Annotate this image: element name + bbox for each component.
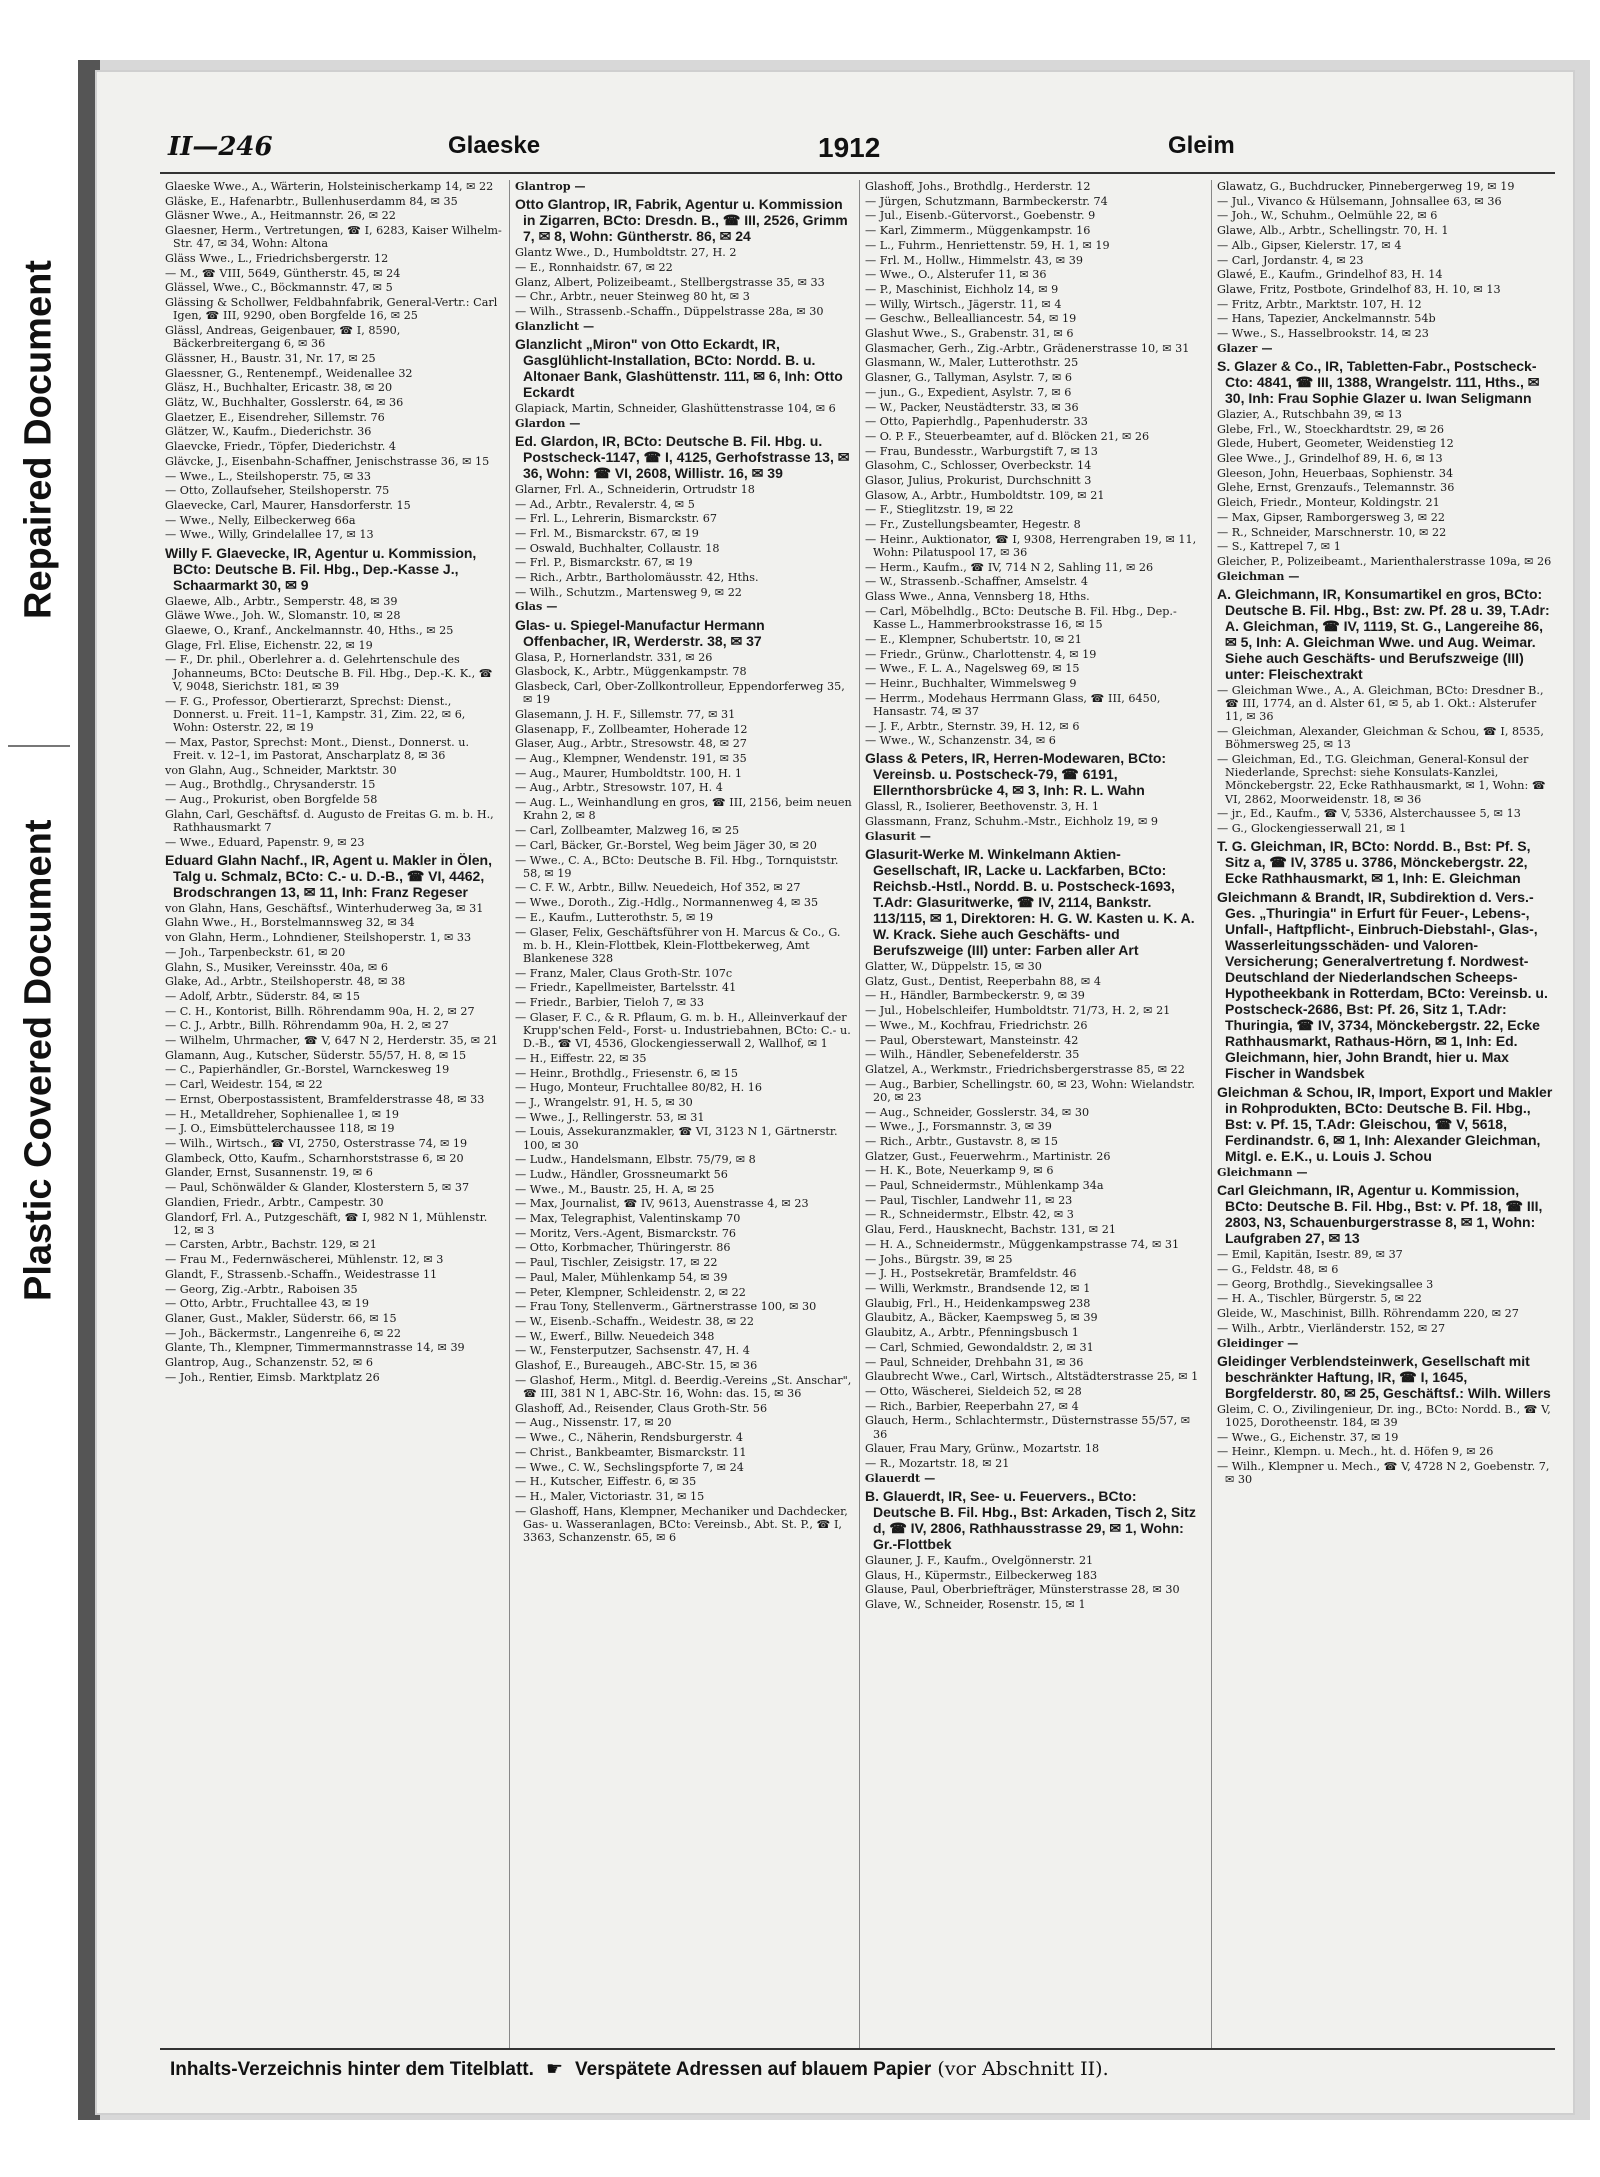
directory-entry: — Frau Tony, Stellenverm., Gärtnerstrasse 100, ✉ 30: [515, 1300, 817, 1314]
directory-entry: — Ludw., Handelsmann, Elbstr. 75/79, ✉ 8: [515, 1153, 756, 1167]
directory-entry: — Otto, Papierhdlg., Papenhuderstr. 33: [865, 415, 1088, 429]
directory-entry: Glandt, F., Strassenb.-Schaffn., Weidestrasse 11: [165, 1267, 438, 1281]
directory-entry: — Paul, Tischler, Zeisigstr. 17, ✉ 22: [515, 1256, 718, 1270]
directory-entry: — Joh., W., Schuhm., Oelmühle 22, ✉ 6: [1217, 209, 1438, 223]
directory-entry: — Jürgen, Schutzmann, Barmbeckerstr. 74: [865, 194, 1108, 208]
directory-entry: — Wwe., C. W., Sechslingspforte 7, ✉ 24: [515, 1460, 744, 1474]
directory-entry: Glau, Ferd., Hausknecht, Bachstr. 131, ✉ 21: [865, 1223, 1116, 1237]
directory-entry: Glatzel, A., Werkmstr., Friedrichsbergerstrasse 85, ✉ 22: [865, 1062, 1185, 1076]
directory-entry: Glaubig, Frl., H., Heidenkampsweg 238: [865, 1296, 1091, 1310]
directory-entry: Otto Glantrop, IR, Fabrik, Agentur u. Kommission in Zigarren, BCto: Dresdn. B., ☎ III, 2526, Grimm 7, ✉ 8, Wohn: Güntherstr. 86, ✉ 24: [515, 196, 848, 245]
directory-entry: Glave, W., Schneider, Rosenstr. 15, ✉ 1: [865, 1597, 1086, 1611]
directory-entry: — H. A., Tischler, Bürgerstr. 5, ✉ 22: [1217, 1292, 1422, 1306]
directory-entry: Glawe, Fritz, Postbote, Grindelhof 83, H. 10, ✉ 13: [1217, 282, 1501, 296]
directory-entry: Glasurit —: [865, 828, 931, 843]
directory-entry: — Glashoff, Hans, Klempner, Mechaniker und Dachdecker, Gas- u. Wasseranlagen, BCto: Vereinsb., Abt. St. P., ☎ I, 3363, Schanzenstr. 65, ✉ 6: [515, 1504, 848, 1545]
directory-entry: — W., Strassenb.-Schaffner, Amselstr. 4: [865, 575, 1088, 589]
directory-entry: — W., Packer, Neustädterstr. 33, ✉ 36: [865, 400, 1079, 414]
directory-entry: Carl Gleichmann, IR, Agentur u. Kommission, BCto: Deutsche B. Fil. Hbg., Bst: v. Pf. 18, ☎ III, 2803, N3, Schauenburgerstrasse 8, ✉ 1, Wohn: Laufgraben 27, ✉ 13: [1217, 1182, 1543, 1247]
directory-entry: — Wwe., Doroth., Zig.-Hdlg., Normannenweg 4, ✉ 35: [515, 896, 819, 910]
directory-entry: — Moritz, Vers.-Agent, Bismarckstr. 76: [515, 1226, 737, 1240]
directory-entry: Glätzer, W., Kaufm., Diederichstr. 36: [165, 425, 372, 439]
directory-entry: — Wwe., M., Baustr. 25, H. A, ✉ 25: [515, 1182, 715, 1196]
directory-entry: Glas- u. Spiegel-Manufactur Hermann Offenbacher, IR, Werderstr. 38, ✉ 37: [515, 616, 765, 649]
directory-entry: — Karl, Zimmerm., Müggenkampstr. 16: [865, 224, 1091, 238]
directory-entry: Glassl, R., Isolierer, Beethovenstr. 3, H. 1: [865, 800, 1100, 814]
directory-entry: — M., ☎ VIII, 5649, Güntherstr. 45, ✉ 24: [165, 266, 401, 280]
directory-entry: — Max, Telegraphist, Valentinskamp 70: [515, 1212, 741, 1226]
directory-entry: — Carl, Weidestr. 154, ✉ 22: [165, 1078, 323, 1092]
directory-entry: — Friedr., Barbier, Tieloh 7, ✉ 33: [515, 996, 704, 1010]
directory-entry: — Oswald, Buchhalter, Collaustr. 18: [515, 541, 720, 555]
directory-entry: Glaner, Gust., Makler, Süderstr. 66, ✉ 15: [165, 1311, 397, 1325]
directory-entry: Glas —: [515, 599, 558, 614]
column-divider: [1211, 180, 1212, 2050]
directory-entry: von Glahn, Hans, Geschäftsf., Winterhuderweg 3a, ✉ 31: [165, 901, 484, 915]
directory-entry: — Frl. P., Bismarckstr. 67, ✉ 19: [515, 556, 693, 570]
directory-entry: — Chr., Arbtr., neuer Steinweg 80 ht, ✉ 3: [515, 290, 750, 304]
directory-entry: Glantz Wwe., D., Humboldtstr. 27, H. 2: [515, 246, 737, 260]
directory-entry: Glanz, Albert, Polizeibeamt., Stellbergstrasse 35, ✉ 33: [515, 275, 825, 289]
directory-entry: — H., Händler, Barmbeckerstr. 9, ✉ 39: [865, 989, 1085, 1003]
directory-entry: Glahn Wwe., H., Borstelmannsweg 32, ✉ 34: [165, 916, 415, 930]
footer-index-note: Inhalts-Verzeichnis hinter dem Titelblatt.: [170, 2059, 534, 2080]
directory-entry: von Glahn, Aug., Schneider, Marktstr. 30: [165, 763, 397, 777]
directory-entry: — S., Kattrepel 7, ✉ 1: [1217, 540, 1341, 554]
directory-entry: — Jul., Vivanco & Hülsemann, Johnsallee 63, ✉ 36: [1217, 194, 1502, 208]
directory-entry: — Joh., Tarpenbeckstr. 61, ✉ 20: [165, 945, 346, 959]
directory-entry: Glaesner, Herm., Vertretungen, ☎ I, 6283, Kaiser Wilhelm-Str. 47, ✉ 34, Wohn: Altona: [165, 224, 502, 251]
directory-entry: — C. F. W., Arbtr., Billw. Neuedeich, Hof 352, ✉ 27: [515, 881, 801, 895]
directory-entry: — H., Maler, Victoriastr. 31, ✉ 15: [515, 1489, 705, 1503]
directory-entry: Glaubitz, A., Bäcker, Kaempsweg 5, ✉ 39: [865, 1311, 1098, 1325]
directory-entry: — Frau, Bundesstr., Warburgstift 7, ✉ 13: [865, 444, 1098, 458]
directory-entry: Willy F. Glaevecke, IR, Agentur u. Kommission, BCto: Deutsche B. Fil. Hbg., Dep.-Kasse J., Schaarmarkt 30, ✉ 9: [165, 544, 477, 593]
directory-entry: — Paul, Tischler, Landwehr 11, ✉ 23: [865, 1193, 1073, 1207]
footer-late-addresses: Verspätete Adressen auf blauem Papier: [575, 2059, 932, 2080]
directory-entry: Glazier, A., Rutschbahn 39, ✉ 13: [1217, 407, 1402, 421]
directory-entry: Glauer, Frau Mary, Grünw., Mozartstr. 18: [865, 1442, 1100, 1456]
directory-entry: — Georg, Brothdlg., Sievekingsallee 3: [1217, 1277, 1434, 1291]
directory-entry: — H., Metalldreher, Sophienallee 1, ✉ 19: [165, 1107, 399, 1121]
directory-entry: — W., Ewerf., Billw. Neuedeich 348: [515, 1329, 715, 1343]
column-4: [1217, 180, 1555, 2050]
page-number: II—246: [168, 132, 273, 162]
directory-entry: — Carsten, Arbtr., Bachstr. 129, ✉ 21: [165, 1238, 377, 1252]
directory-entry: Gläss Wwe., L., Friedrichsbergerstr. 12: [165, 252, 389, 266]
directory-entry: — Wwe., W., Schanzenstr. 34, ✉ 6: [865, 734, 1056, 748]
directory-entry: Glashut Wwe., S., Grabenstr. 31, ✉ 6: [865, 327, 1074, 341]
directory-entry: — Wwe., S., Hasselbrookstr. 14, ✉ 23: [1217, 327, 1429, 341]
directory-entry: — E., Klempner, Schubertstr. 10, ✉ 21: [865, 632, 1082, 646]
directory-entry: Glazer —: [1217, 340, 1273, 355]
directory-entry: — R., Mozartstr. 18, ✉ 21: [865, 1456, 1010, 1470]
directory-entry: — Wwe., Nelly, Eilbeckerweg 66a: [165, 513, 356, 527]
directory-entry: Glaetzer, E., Eisendreher, Sillemstr. 76: [165, 410, 385, 424]
directory-entry: Glambeck, Otto, Kaufm., Scharnhorststrasse 6, ✉ 20: [165, 1151, 464, 1165]
directory-entry: — Gleichman, Alexander, Gleichman & Schou, ☎ I, 8535, Böhmersweg 25, ✉ 13: [1217, 724, 1544, 752]
directory-entry: Glapiack, Martin, Schneider, Glashüttenstrasse 104, ✉ 6: [515, 401, 836, 415]
directory-entry: Glawé, E., Kaufm., Grindelhof 83, H. 14: [1217, 268, 1443, 282]
directory-entry: Glaubrecht Wwe., Carl, Wirtsch., Altstädterstrasse 25, ✉ 1: [865, 1370, 1199, 1384]
directory-entry: Gläwe Wwe., Joh. W., Slomanstr. 10, ✉ 28: [165, 609, 401, 623]
directory-entry: — jr., Ed., Kaufm., ☎ V, 5336, Alsterchaussee 5, ✉ 13: [1217, 807, 1521, 821]
directory-entry: — jun., G., Expedient, Asylstr. 7, ✉ 6: [865, 385, 1072, 399]
directory-entry: — Frau M., Federnwäscherei, Mühlenstr. 12, ✉ 3: [165, 1253, 444, 1267]
directory-entry: — Heinr., Buchhalter, Wimmelsweg 9: [865, 676, 1077, 690]
directory-entry: — Georg, Zig.-Arbtr., Raboisen 35: [165, 1282, 358, 1296]
directory-entry: Glätz, W., Buchhalter, Gosslerstr. 64, ✉ 36: [165, 396, 404, 410]
directory-entry: Glarner, Frl. A., Schneiderin, Ortrudstr 18: [515, 482, 755, 496]
directory-entry: Glantrop —: [515, 180, 586, 193]
directory-entry: Glaser, Aug., Arbtr., Stresowstr. 48, ✉ 27: [515, 737, 747, 751]
directory-entry: — Paul, Oberstewart, Mansteinstr. 42: [865, 1033, 1079, 1047]
directory-entry: Glaus, H., Küpermstr., Eilbeckerweg 183: [865, 1568, 1098, 1582]
directory-entry: Glake, Ad., Arbtr., Steilshoperstr. 48, ✉ 38: [165, 975, 406, 989]
directory-entry: Glamann, Aug., Kutscher, Süderstr. 55/57, H. 8, ✉ 15: [165, 1048, 467, 1062]
directory-entry: Gleichman —: [1217, 568, 1300, 583]
directory-entry: — Wwe., F. L. A., Nagelsweg 69, ✉ 15: [865, 662, 1080, 676]
directory-entry: Glass & Peters, IR, Herren-Modewaren, BCto: Vereinsb. u. Postscheck-79, ☎ 6191, Ellernthorsbrücke 4, ✉ 3, Inh: R. L. Wahn: [865, 750, 1167, 799]
directory-entry: — Wwe., C., Näherin, Rendsburgerstr. 4: [515, 1431, 744, 1445]
directory-entry: Gleidinger Verblendsteinwerk, Gesellschaft mit beschränkter Haftung, IR, ☎ I, 1645, Borgfelderstr. 80, ✉ 25, Geschäftsf.: Wilh. Willers: [1217, 1352, 1551, 1401]
directory-entry: — Aug., Prokurist, oben Borgfelde 58: [165, 792, 378, 806]
directory-entry: von Glahn, Herm., Lohndiener, Steilshoperstr. 1, ✉ 33: [165, 931, 472, 945]
directory-entry: Glaewe, O., Kranf., Anckelmannstr. 40, Hths., ✉ 25: [165, 623, 454, 637]
directory-entry: S. Glazer & Co., IR, Tabletten-Fabr., Postscheck-Cto: 4841, ☎ III, 1388, Wrangelstr. 111, Hths., ✉ 30, Inh: Frau Sophie Glazer u. Iwan Seligmann: [1217, 357, 1540, 406]
directory-entry: Glässing & Schollwer, Feldbahnfabrik, General-Vertr.: Carl Igen, ☎ III, 9290, oben Borgfelde 16, ✉ 25: [165, 296, 498, 323]
column-3: [865, 180, 1203, 2050]
directory-entry: — O. P. F., Steuerbeamter, auf d. Blöcken 21, ✉ 26: [865, 429, 1150, 443]
directory-entry: Glauner, J. F., Kaufm., Ovelgönnerstr. 21: [865, 1553, 1094, 1567]
directory-entry: — Aug., Klempner, Wendenstr. 191, ✉ 35: [515, 752, 747, 766]
directory-entry: — Wilh., Klempner u. Mech., ☎ V, 4728 N 2, Goebenstr. 7, ✉ 30: [1217, 1460, 1550, 1487]
directory-entry: Glante, Th., Klempner, Timmermannstrasse 14, ✉ 39: [165, 1341, 465, 1355]
directory-entry: Glasurit-Werke M. Winkelmann Aktien-Gesellschaft, IR, Lacke u. Lackfarben, BCto: Reichsb.-Hstl., Nordd. B. u. Postscheck-1693, T.Adr: Glasuritwerke, ☎ IV, 2114, Bankstr. 113/115, ✉ 1, Direktoren: H. G. W. Kasten u. K. A. W. Krack. Siehe auch Geschäfts- und Berufszweige (III) unter: Farben aller Art: [865, 846, 1195, 959]
directory-entry: — Willy, Wirtsch., Jägerstr. 11, ✉ 4: [865, 297, 1062, 311]
directory-entry: — Rich., Arbtr., Bartholomäusstr. 42, Hths.: [515, 571, 759, 585]
directory-entry: Gläsner Wwe., A., Heitmannstr. 26, ✉ 22: [165, 209, 396, 223]
directory-entry: — E., Kaufm., Lutterothstr. 5, ✉ 19: [515, 910, 714, 924]
directory-entry: — P., Maschinist, Eichholz 14, ✉ 9: [865, 282, 1059, 296]
directory-entry: Glandien, Friedr., Arbtr., Campestr. 30: [165, 1195, 384, 1209]
directory-entry: Glawatz, G., Buchdrucker, Pinnebergerweg 19, ✉ 19: [1217, 180, 1515, 193]
directory-entry: Gleichmann —: [1217, 1165, 1308, 1180]
directory-entry: Glasbock, K., Arbtr., Müggenkampstr. 78: [515, 665, 747, 679]
plastic-covered-label: Plastic Covered Document: [17, 819, 60, 1301]
directory-entry: — Paul, Schneidermstr., Mühlenkamp 34a: [865, 1179, 1104, 1193]
directory-entry: Glässner, H., Baustr. 31, Nr. 17, ✉ 25: [165, 351, 376, 365]
directory-entry: Glässl, Andreas, Geigenbauer, ☎ I, 8590, Bäckerbreitergang 6, ✉ 36: [165, 324, 401, 351]
directory-entry: — Frl. M., Hollw., Himmelstr. 43, ✉ 39: [865, 253, 1083, 267]
directory-entry: — Friedr., Grünw., Charlottenstr. 4, ✉ 19: [865, 647, 1097, 661]
directory-entry: — Louis, Assekuranzmakler, ☎ VI, 3123 N 1, Gärtnerstr. 100, ✉ 30: [515, 1125, 838, 1152]
directory-entry: — Jul., Eisenb.-Gütervorst., Goebenstr. 9: [865, 209, 1096, 223]
directory-entry: — Fritz, Arbtr., Marktstr. 107, H. 12: [1217, 297, 1422, 311]
directory-entry: — Aug., Brothdlg., Chrysanderstr. 15: [165, 778, 376, 792]
directory-entry: — C., Papierhändler, Gr.-Borstel, Warnckesweg 19: [165, 1063, 450, 1077]
directory-entry: Glässel, Wwe., C., Böckmannstr. 47, ✉ 5: [165, 281, 393, 295]
directory-entry: — Heinr., Auktionator, ☎ I, 9308, Herrengraben 19, ✉ 11, Wohn: Pilatuspool 17, ✉ 36: [865, 532, 1197, 560]
footer-rule: [160, 2048, 1555, 2050]
directory-entry: Glauerdt —: [865, 1470, 936, 1485]
page-header: [168, 132, 1548, 164]
directory-entry: Glaubitz, A., Arbtr., Pfenningsbusch 1: [865, 1326, 1079, 1340]
directory-entry: — Ernst, Oberpostassistent, Bramfelderstrasse 48, ✉ 33: [165, 1092, 485, 1106]
directory-entry: — Johs., Bürgstr. 39, ✉ 25: [865, 1252, 1013, 1266]
directory-entry: Glassmann, Franz, Schuhm.-Mstr., Eichholz 19, ✉ 9: [865, 815, 1159, 829]
directory-entry: T. G. Gleichman, IR, BCto: Nordd. B., Bst: Pf. S, Sitz a, ☎ IV, 3785 u. 3786, Mönckebergstr. 22, Ecke Rathhausmarkt, ✉ 1, Inh: E. Gleichman: [1217, 838, 1531, 887]
directory-entry: Glaeske Wwe., A., Wärterin, Holsteinischerkamp 14, ✉ 22: [165, 180, 494, 193]
directory-entry: Glasa, P., Hornerlandstr. 331, ✉ 26: [515, 650, 713, 664]
directory-entry: A. Gleichmann, IR, Konsumartikel en gros, BCto: Deutsche B. Fil. Hbg., Bst: zw. Pf. 28 u. 39, T.Adr: A. Gleichman, ☎ IV, 1119, St. G., Langereihe 86, ✉ 5, Inh: A. Gleichman Wwe. und Aug. Weimar. Siehe auch Geschäfts- und Berufszweige (III) unter: Fleischextrakt: [1217, 585, 1550, 682]
column-divider: [859, 180, 860, 2050]
directory-entry: Glantrop, Aug., Schanzenstr. 52, ✉ 6: [165, 1356, 373, 1370]
directory-entry: Gläsz, H., Buchhalter, Ericastr. 38, ✉ 20: [165, 381, 393, 395]
directory-entry: — Ad., Arbtr., Revalerstr. 4, ✉ 5: [515, 497, 695, 511]
directory-entry: — Wilh., Wirtsch., ☎ VI, 2750, Osterstrasse 74, ✉ 19: [165, 1136, 468, 1150]
directory-entry: — Carl, Möbelhdlg., BCto: Deutsche B. Fil. Hbg., Dep.-Kasse L., Hammerbrookstrasse 16, ✉ 15: [865, 604, 1177, 632]
directory-entry: — C. H., Kontorist, Billh. Röhrendamm 90a, H. 2, ✉ 27: [165, 1004, 475, 1018]
directory-entry: — W., Eisenb.-Schaffn., Weidestr. 38, ✉ 22: [515, 1315, 754, 1328]
directory-entry: — Frl. M., Bismarckstr. 67, ✉ 19: [515, 526, 699, 540]
directory-entry: Glaevcke, Friedr., Töpfer, Diederichstr. 4: [165, 440, 397, 454]
directory-entry: — J., Wrangelstr. 91, H. 5, ✉ 30: [515, 1095, 693, 1109]
directory-entry: — G., Feldstr. 48, ✉ 6: [1217, 1263, 1339, 1277]
directory-entry: — Hugo, Monteur, Fruchtallee 80/82, H. 16: [515, 1081, 763, 1095]
directory-entry: — Carl, Jordanstr. 4, ✉ 23: [1217, 253, 1364, 267]
directory-entry: Glashoff, Ad., Reisender, Claus Groth-Str. 56: [515, 1401, 768, 1415]
directory-entry: — E., Ronnhaidstr. 67, ✉ 22: [515, 260, 673, 274]
directory-entry: Gläske, E., Hafenarbtr., Bullenhuserdamm 84, ✉ 35: [165, 194, 458, 208]
directory-entry: — Wilhelm, Uhrmacher, ☎ V, 647 N 2, Herderstr. 35, ✉ 21: [165, 1034, 498, 1048]
header-year: 1912: [818, 132, 881, 163]
directory-entry: Glause, Paul, Oberbriefträger, Münsterstrasse 28, ✉ 30: [865, 1583, 1180, 1597]
directory-entry: Glasbeck, Carl, Ober-Zollkontrolleur, Eppendorferweg 35, ✉ 19: [515, 680, 845, 707]
directory-entry: Gleide, W., Maschinist, Billh. Röhrendamm 220, ✉ 27: [1217, 1307, 1519, 1321]
directory-entry: — Glaser, F. C., & R. Pflaum, G. m. b. H., Alleinverkauf der Krupp'schen Feld-, Forst- u. Industriebahnen, BCto: C.- u. D.-B., ☎ VI, 4536, Glockengiesserwall 2, Wallhof, ✉ 1: [515, 1010, 851, 1051]
directory-entry: Glasor, Julius, Prokurist, Durchschnitt 3: [865, 474, 1092, 488]
directory-entry: — F., Stieglitzstr. 19, ✉ 22: [865, 503, 1014, 517]
directory-entry: — H. K., Bote, Neuerkamp 9, ✉ 6: [865, 1164, 1054, 1178]
directory-entry: — Otto, Wäscherei, Sieldeich 52, ✉ 28: [865, 1384, 1082, 1398]
directory-entry: — Wilh., Arbtr., Vierländerstr. 152, ✉ 27: [1217, 1321, 1446, 1335]
directory-entry: — Herm., Kaufm., ☎ IV, 714 N 2, Sahling 11, ✉ 26: [865, 560, 1154, 574]
directory-columns: [165, 180, 1555, 2050]
directory-entry: Gleidinger —: [1217, 1335, 1299, 1350]
directory-entry: Glehe, Ernst, Grenzaufs., Telemannstr. 36: [1217, 481, 1455, 495]
directory-entry: — Adolf, Arbtr., Süderstr. 84, ✉ 15: [165, 989, 361, 1003]
directory-entry: — Rich., Arbtr., Gustavstr. 8, ✉ 15: [865, 1134, 1058, 1148]
directory-entry: Glashoff, Johs., Brothdlg., Herderstr. 12: [865, 180, 1091, 193]
directory-entry: Glawe, Alb., Arbtr., Schellingstr. 70, H. 1: [1217, 224, 1449, 238]
directory-entry: Gleeson, John, Heuerbaas, Sophienstr. 34: [1217, 466, 1454, 480]
header-rule: [160, 172, 1555, 174]
directory-entry: — Aug., Schneider, Gosslerstr. 34, ✉ 30: [865, 1105, 1090, 1119]
directory-entry: — Wwe., G., Eichenstr. 37, ✉ 19: [1217, 1430, 1399, 1444]
directory-entry: — H., Kutscher, Eiffestr. 6, ✉ 35: [515, 1475, 697, 1489]
directory-entry: Glanzlicht —: [515, 318, 595, 333]
directory-entry: Gleichman & Schou, IR, Import, Export und Makler in Rohprodukten, BCto: Deutsche B. Fil. Hbg., Bst: v. Pf. 15, T.Adr: Gleischou, ☎ V, 5618, Ferdinandstr. 6, ✉ 1, Inh: Alexander Gleichman, Mitgl. e. E.K., u. Louis J. Schou: [1217, 1084, 1553, 1165]
directory-entry: — Fr., Zustellungsbeamter, Hegestr. 8: [865, 518, 1081, 532]
directory-entry: Glatzer, Gust., Feuerwehrm., Martinistr. 26: [865, 1149, 1111, 1163]
directory-entry: Ed. Glardon, IR, BCto: Deutsche B. Fil. Hbg. u. Postscheck-1147, ☎ I, 4125, Gerhofstrasse 13, ✉ 36, Wohn: ☎ VI, 2608, Willistr. 16, ✉ 39: [515, 432, 850, 481]
directory-entry: — Aug., Barbier, Schellingstr. 60, ✉ 23, Wohn: Wielandstr. 20, ✉ 23: [865, 1077, 1195, 1104]
directory-entry: — Carl, Bäcker, Gr.-Borstel, Weg beim Jäger 30, ✉ 20: [515, 838, 817, 852]
header-last-entry: Gleim: [1168, 132, 1235, 159]
directory-entry: — Glashof, Herm., Mitgl. d. Beerdig.-Vereins „St. Anschar", ☎ III, 381 N 1, ABC-Str. 16, Wohn: das. 15, ✉ 36: [515, 1373, 852, 1401]
directory-entry: — Otto, Zollaufseher, Steilshoperstr. 75: [165, 484, 390, 498]
directory-entry: — H. A., Schneidermstr., Müggenkampstrasse 74, ✉ 31: [865, 1237, 1180, 1251]
footer-section-note: (vor Abschnitt II).: [937, 2058, 1109, 2080]
directory-entry: — J. O., Eimsbüttelerchaussee 118, ✉ 19: [165, 1122, 395, 1136]
directory-entry: — Willi, Werkmstr., Brandsende 12, ✉ 1: [865, 1282, 1091, 1295]
directory-entry: — Max, Gipser, Ramborgersweg 3, ✉ 22: [1217, 510, 1445, 524]
directory-entry: — Gleichman, Ed., T.G. Gleichman, General-Konsul der Niederlande, Sprechst: siehe Konsulats-Kanzlei, Mönckebergstr. 22, Ecke Rathhausmarkt, ✉ 1, Wohn: ☎ VI, 2862, Moorweidenstr. 18, ✉ 36: [1217, 752, 1546, 806]
directory-entry: Glasohm, C., Schlosser, Overbeckstr. 14: [865, 459, 1092, 473]
directory-entry: Gleim, C. O., Zivilingenieur, Dr. ing., BCto: Nordd. B., ☎ V, 1025, Dorotheenstr. 184, ✉ 39: [1217, 1402, 1551, 1429]
directory-entry: Gleichmann & Brandt, IR, Subdirektion d. Vers.-Ges. „Thuringia" in Erfurt für Feuer-, Lebens-, Unfall-, Haftpflicht-, Einbruch-Diebstahl-, Glas-, Wasserleitungsschäden- und Valoren-Versicherung; Generalvertretung f. Nordwest-Deutschland der Niederlandschen Scheeps-Hypotheekbank in Rotterdam, BCto: Vereinsb. u. Postscheck-2686, Bst: Pf. 26, Sitz 1, T.Adr: Thuringia, ☎ IV, 3734, Mönckebergstr. 22, Ecke Rathhausmarkt, Rathaus-Hörn, ✉ 1, Inh: Ed. Gleichmann, hier, John Brandt, hier u. Max Fischer in Wandsbek: [1217, 889, 1548, 1082]
directory-entry: Glaewe, Alb., Arbtr., Semperstr. 48, ✉ 39: [165, 594, 398, 608]
directory-entry: — Paul, Schneider, Drehbahn 31, ✉ 36: [865, 1355, 1084, 1369]
directory-entry: — Heinr., Brothdlg., Friesenstr. 6, ✉ 15: [515, 1066, 739, 1080]
repaired-document-label: Repaired Document: [17, 260, 60, 620]
directory-entry: — Otto, Korbmacher, Thüringerstr. 86: [515, 1241, 731, 1255]
directory-entry: — F. G., Professor, Obertierarzt, Sprechst: Dienst., Donnerst. u. Freit. 11–1, Kampstr. 31, Zim. 22, ✉ 6, Wohn: Osterstr. 22, ✉ 19: [165, 694, 466, 734]
directory-entry: Glede, Hubert, Geometer, Weidenstieg 12: [1217, 437, 1454, 451]
directory-entry: — W., Fensterputzer, Sachsenstr. 47, H. 4: [515, 1344, 750, 1358]
directory-entry: — Wwe., O., Alsterufer 11, ✉ 36: [865, 268, 1047, 282]
directory-entry: Glee Wwe., J., Grindelhof 89, H. 6, ✉ 13: [1217, 452, 1443, 466]
directory-entry: — Wwe., Eduard, Papenstr. 9, ✉ 23: [165, 835, 365, 849]
directory-entry: Gleicher, P., Polizeibeamt., Marienthalerstrasse 109a, ✉ 26: [1217, 554, 1552, 568]
directory-entry: — J. H., Postsekretär, Bramfeldstr. 46: [865, 1267, 1077, 1281]
directory-entry: — Alb., Gipser, Kielerstr. 17, ✉ 4: [1217, 238, 1402, 252]
directory-entry: — Otto, Arbtr., Fruchtallee 43, ✉ 19: [165, 1297, 370, 1311]
directory-entry: — H., Eiffestr. 22, ✉ 35: [515, 1051, 647, 1065]
directory-entry: Glass Wwe., Anna, Vennsberg 18, Hths.: [865, 590, 1090, 604]
directory-entry: — Aug., Arbtr., Stresowstr. 107, H. 4: [515, 781, 723, 795]
directory-entry: Gleich, Friedr., Monteur, Koldingstr. 21: [1217, 496, 1440, 510]
directory-entry: Glandorf, Frl. A., Putzgeschäft, ☎ I, 982 N 1, Mühlenstr. 12, ✉ 3: [165, 1210, 488, 1237]
directory-entry: — Joh., Rentier, Eimsb. Marktplatz 26: [165, 1370, 380, 1384]
column-1: [165, 180, 503, 2050]
directory-entry: — Heinr., Klempn. u. Mech., ht. d. Höfen 9, ✉ 26: [1217, 1445, 1494, 1459]
column-2: [515, 180, 853, 2050]
directory-entry: — Wwe., M., Kochfrau, Friedrichstr. 26: [865, 1018, 1088, 1032]
directory-entry: Glahn, S., Musiker, Vereinsstr. 40a, ✉ 6: [165, 960, 388, 974]
directory-entry: Glasow, A., Arbtr., Humboldtstr. 109, ✉ 21: [865, 488, 1105, 502]
directory-entry: Glahn, Carl, Geschäftsf. d. Augusto de Freitas G. m. b. H., Rathhausmarkt 7: [165, 807, 494, 834]
directory-entry: — Aug. L., Weinhandlung en gros, ☎ III, 2156, beim neuen Krahn 2, ✉ 8: [515, 796, 852, 823]
directory-entry: — Gleichman Wwe., A., A. Gleichman, BCto: Dresdner B., ☎ III, 1774, an d. Alster 61, ✉ 5, ab 1. Okt.: Alsterufer 11, ✉ 36: [1217, 683, 1544, 724]
page-footer: [170, 2058, 1550, 2088]
directory-entry: — Geschw., Bellealliancestr. 54, ✉ 19: [865, 312, 1077, 326]
directory-entry: — Christ., Bankbeamter, Bismarckstr. 11: [515, 1445, 747, 1459]
directory-entry: Glaevecke, Carl, Maurer, Hansdorferstr. 15: [165, 498, 411, 512]
directory-entry: — R., Schneidermstr., Elbstr. 42, ✉ 3: [865, 1208, 1074, 1222]
directory-entry: — Emil, Kapitän, Isestr. 89, ✉ 37: [1217, 1248, 1403, 1262]
header-first-entry: Glaeske: [448, 132, 541, 159]
directory-entry: B. Glauerdt, IR, See- u. Feuervers., BCto: Deutsche B. Fil. Hbg., Bst: Arkaden, Tisch 2, Sitz d, ☎ IV, 2806, Rathhausstrasse 29, ✉ 1, Wohn: Gr.-Flottbek: [865, 1487, 1196, 1552]
directory-entry: Glardon —: [515, 415, 581, 430]
directory-entry: — Hans, Tapezier, Anckelmannstr. 54b: [1217, 312, 1436, 326]
directory-entry: Glävcke, J., Eisenbahn-Schaffner, Jenischstrasse 36, ✉ 15: [165, 454, 490, 468]
directory-entry: — Max, Journalist, ☎ IV, 9613, Auenstrasse 4, ✉ 23: [515, 1197, 809, 1211]
directory-entry: — Franz, Maler, Claus Groth-Str. 107c: [515, 966, 733, 980]
side-divider: [8, 745, 70, 747]
directory-entry: Glasmacher, Gerh., Zig.-Arbtr., Grädenerstrasse 10, ✉ 31: [865, 341, 1190, 355]
directory-entry: — Aug., Nissenstr. 17, ✉ 20: [515, 1416, 672, 1430]
directory-entry: — Rich., Barbier, Reeperbahn 27, ✉ 4: [865, 1399, 1079, 1413]
directory-entry: — Wwe., C. A., BCto: Deutsche B. Fil. Hbg., Tornquiststr. 58, ✉ 19: [515, 853, 839, 880]
side-labels: [0, 160, 78, 1360]
directory-entry: — Ludw., Händler, Grossneumarkt 56: [515, 1167, 728, 1181]
directory-entry: — Wwe., Willy, Grindelallee 17, ✉ 13: [165, 528, 374, 542]
directory-entry: — L., Fuhrm., Henriettenstr. 59, H. 1, ✉ 19: [865, 238, 1110, 252]
column-divider: [509, 180, 510, 2050]
directory-entry: Glatz, Gust., Dentist, Reeperbahn 88, ✉ 4: [865, 974, 1101, 988]
directory-entry: — Wilh., Händler, Sebenefelderstr. 35: [865, 1048, 1080, 1062]
directory-entry: Glander, Ernst, Susannenstr. 19, ✉ 6: [165, 1166, 373, 1180]
directory-entry: Glasemann, J. H. F., Sillemstr. 77, ✉ 31: [515, 707, 736, 721]
directory-entry: — Glaser, Felix, Geschäftsführer von H. Marcus & Co., G. m. b. H., Klein-Flottbek, Klein-Flottbekerweg, Amt Blankenese 328: [515, 925, 841, 965]
directory-entry: Glanzlicht „Miron" von Otto Eckardt, IR, Gasglühlicht-Installation, BCto: Nordd. B. u. Altonaer Bank, Glashüttenstr. 111, ✉ 6, Inh: Otto Eckardt: [515, 335, 843, 400]
directory-entry: — G., Glockengiesserwall 21, ✉ 1: [1217, 821, 1407, 835]
directory-entry: — Wwe., J., Forsmannstr. 3, ✉ 39: [865, 1120, 1052, 1134]
directory-entry: Glauch, Herm., Schlachtermstr., Düsternstrasse 55/57, ✉ 36: [865, 1414, 1191, 1441]
directory-entry: — Peter, Klempner, Schleidenstr. 2, ✉ 22: [515, 1285, 746, 1299]
directory-entry: — Herrm., Modehaus Herrmann Glass, ☎ III, 6450, Hansastr. 74, ✉ 37: [865, 691, 1161, 718]
directory-entry: — R., Schneider, Marschnerstr. 10, ✉ 22: [1217, 525, 1447, 539]
directory-entry: Glasenapp, F., Zollbeamter, Hoherade 12: [515, 722, 748, 736]
directory-entry: Glashof, E., Bureaugeh., ABC-Str. 15, ✉ 36: [515, 1359, 758, 1373]
directory-entry: Glaessner, G., Rentenempf., Weidenallee 32: [165, 366, 413, 380]
directory-entry: Eduard Glahn Nachf., IR, Agent u. Makler in Ölen, Talg u. Schmalz, BCto: C.- u. D.-B., ☎ VI, 4462, Brodschrangen 13, ✉ 11, Inh: Franz Regeser: [165, 851, 492, 900]
directory-entry: — Joh., Bäckermstr., Langenreihe 6, ✉ 22: [165, 1326, 401, 1340]
directory-entry: — J. F., Arbtr., Sternstr. 39, H. 12, ✉ 6: [865, 719, 1080, 733]
directory-entry: Glasner, G., Tallyman, Asylstr. 7, ✉ 6: [865, 371, 1072, 385]
directory-entry: — Aug., Maurer, Humboldtstr. 100, H. 1: [515, 766, 743, 780]
directory-entry: — Paul, Maler, Mühlenkamp 54, ✉ 39: [515, 1270, 728, 1284]
directory-entry: — Wwe., J., Rellingerstr. 53, ✉ 31: [515, 1110, 705, 1124]
directory-entry: — F., Dr. phil., Oberlehrer a. d. Gelehrtenschule des Johanneums, BCto: Deutsche B. Fil. Hbg., Dep.-K. K., ☎ V, 9048, Sierichstr. 181, ✉ 39: [165, 653, 493, 693]
directory-entry: — Carl, Schmied, Gewondaldstr. 2, ✉ 31: [865, 1340, 1094, 1354]
directory-entry: Glebe, Frl., W., Stoeckhardtstr. 29, ✉ 26: [1217, 422, 1445, 436]
directory-entry: — Frl. L., Lehrerin, Bismarckstr. 67: [515, 512, 718, 526]
directory-entry: Glage, Frl. Elise, Eichenstr. 22, ✉ 19: [165, 638, 373, 652]
directory-entry: — Jul., Hobelschleifer, Humboldtstr. 71/73, H. 2, ✉ 21: [865, 1004, 1171, 1018]
directory-entry: — Max, Pastor, Sprechst: Mont., Dienst., Donnerst. u. Freit. v. 12–1, im Pastorat, Anscharplatz 8, ✉ 36: [165, 735, 470, 762]
directory-entry: — Paul, Schönwälder & Glander, Klosterstern 5, ✉ 37: [165, 1181, 470, 1195]
directory-entry: Glatter, W., Düppelstr. 15, ✉ 30: [865, 960, 1042, 974]
directory-entry: — Friedr., Kapellmeister, Bartelsstr. 41: [515, 981, 737, 995]
directory-entry: — Wilh., Strassenb.-Schaffn., Düppelstrasse 28a, ✉ 30: [515, 305, 824, 319]
directory-entry: — Wilh., Schutzm., Martensweg 9, ✉ 22: [515, 585, 742, 599]
directory-entry: — Wwe., L., Steilshoperstr. 75, ✉ 33: [165, 469, 371, 483]
directory-entry: — Carl, Zollbeamter, Malzweg 16, ✉ 25: [515, 824, 740, 838]
pointing-hand-icon: ☛: [545, 2058, 563, 2080]
directory-entry: Glasmann, W., Maler, Lutterothstr. 25: [865, 356, 1079, 370]
directory-entry: — C. J., Arbtr., Billh. Röhrendamm 90a, H. 2, ✉ 27: [165, 1019, 449, 1033]
